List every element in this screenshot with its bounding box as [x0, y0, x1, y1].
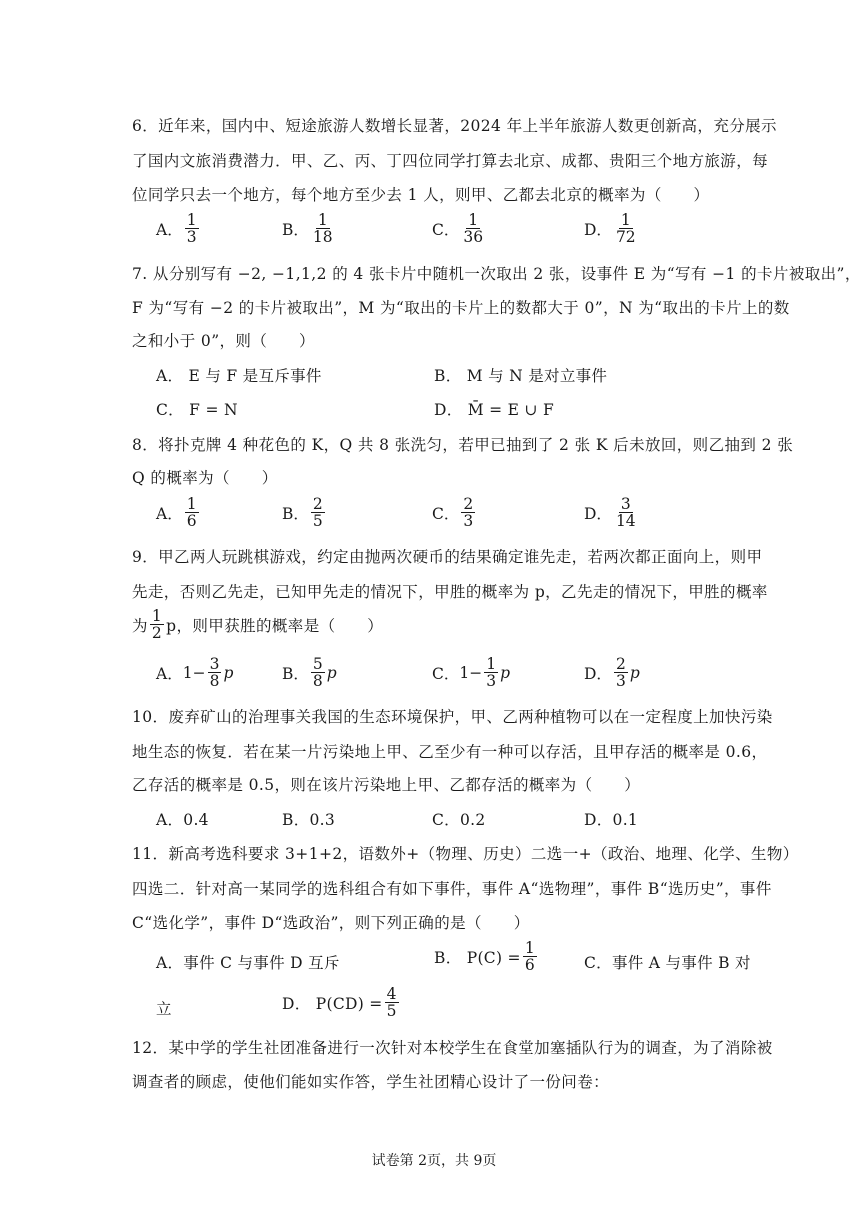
q7-option-a: A． E 与 F 是互斥事件 — [156, 367, 322, 385]
q10-line-3: 乙存活的概率是 0.5，则在该片污染地上甲、乙都存活的概率为（ ） — [132, 776, 641, 794]
q9-line-3: 为 $\frac{1}{2}$ p，则甲获胜的概率是（ ） — [132, 607, 384, 643]
fraction: $\frac{1}{6}$ — [524, 939, 535, 975]
q6-option-b: B． $\frac{1}{18}$ — [282, 211, 333, 247]
fraction: $\frac{2}{5}$ — [312, 495, 323, 531]
q11-option-b: B． P(C) = $\frac{1}{6}$ — [434, 939, 535, 975]
q6-option-a: A． $\frac{1}{3}$ — [156, 211, 197, 247]
fraction: $\frac{1}{6}$ — [186, 495, 197, 531]
q10-line-2: 地生态的恢复．若在某一片污染地上甲、乙至少有一种可以存活，且甲存活的概率是 0.6， — [132, 743, 768, 761]
q6-line-1: 6．近年来，国内中、短途旅游人数增长显著，2024 年上半年旅游人数更创新高，充分展示 — [132, 117, 777, 135]
q10-option-b: B．0.3 — [282, 811, 336, 829]
q6-options — [156, 212, 640, 246]
fraction: $\frac{1}{72}$ — [615, 211, 636, 247]
fraction: $\frac{2}{3}$ — [463, 495, 474, 531]
q11-option-a: A．事件 C 与事件 D 互斥 — [156, 954, 340, 972]
q10-option-d: D．0.1 — [584, 811, 639, 829]
fraction: $\frac{5}{8}$ — [312, 655, 323, 691]
q8-line-1: 8．将扑克牌 4 种花色的 K，Q 共 8 张洗匀，若甲已抽到了 2 张 K 后未放回，则乙抽到 2 张 — [132, 436, 794, 454]
q7-option-d: D． M̄ = E ∪ F — [434, 401, 555, 419]
q9-option-b: B． $\frac{5}{8}$ p — [282, 655, 337, 691]
fraction: $\frac{1}{3}$ — [186, 211, 197, 247]
q7-option-c: C． F = N — [156, 401, 238, 419]
q10-line-1: 10．废弃矿山的治理事关我国的生态环境保护，甲、乙两种植物可以在一定程度上加快污染 — [132, 708, 773, 726]
q9-line-1: 9．甲乙两人玩跳棋游戏，约定由抛两次硬币的结果确定谁先走，若两次都正面向上，则甲 — [132, 548, 763, 566]
page-footer: 试卷第 2页，共 9页 — [371, 1153, 497, 1169]
q10-option-a: A．0.4 — [156, 811, 209, 829]
q6-line-3: 位同学只去一个地方，每个地方至少去 1 人，则甲、乙都去北京的概率为（ ） — [132, 186, 710, 204]
q12-line-2: 调查者的顾虑，使他们能如实作答，学生社团精心设计了一份问卷： — [132, 1073, 610, 1091]
fraction: $\frac{3}{14}$ — [615, 495, 636, 531]
q11-line-3: C“选化学”，事件 D“选政治”，则下列正确的是（ ） — [132, 914, 530, 932]
q7-line-1: 7. 从分别写有 −2, −1,1,2 的 4 张卡片中随机一次取出 2 张，设事件 E 为“写有 −1 的卡片被取出”， — [132, 265, 861, 283]
q7-option-b: B． M 与 N 是对立事件 — [434, 367, 608, 385]
q8-option-b: B． $\frac{2}{5}$ — [282, 495, 323, 531]
fraction: $\frac{2}{3}$ — [615, 655, 626, 691]
q9-options — [156, 656, 640, 690]
q8-line-2: Q 的概率为（ ） — [132, 469, 278, 487]
q8-option-a: A． $\frac{1}{6}$ — [156, 495, 197, 531]
q8-options — [156, 496, 640, 530]
q11-option-c: C．事件 A 与事件 B 对 — [584, 954, 751, 972]
q6-option-c: C． $\frac{1}{36}$ — [432, 211, 484, 247]
fraction: $\frac{1}{2}$ — [151, 607, 163, 643]
q11-line-1: 11．新高考选科要求 3+1+2，语数外+（物理、历史）二选一+（政治、地理、化学、生物） — [132, 845, 799, 863]
q11-line-2: 四选二．针对高一某同学的选科组合有如下事件，事件 A“选物理”，事件 B“选历史”，事件 — [132, 880, 772, 898]
q8-option-d: D． $\frac{3}{14}$ — [584, 495, 636, 531]
fraction: $\frac{1}{18}$ — [312, 211, 333, 247]
q9-option-d: D． $\frac{2}{3}$ p — [584, 655, 640, 691]
q9-option-a: A． 1− $\frac{3}{8}$ p — [156, 655, 234, 691]
q6-line-2: 了国内文旅消费潜力．甲、乙、丙、丁四位同学打算去北京、成都、贵阳三个地方旅游，每 — [132, 152, 769, 170]
fraction: $\frac{1}{3}$ — [486, 655, 497, 691]
q8-option-c: C． $\frac{2}{3}$ — [432, 495, 474, 531]
q9-option-c: C． 1− $\frac{1}{3}$ p — [432, 655, 511, 691]
q10-option-c: C．0.2 — [432, 811, 486, 829]
fraction: $\frac{1}{36}$ — [463, 211, 484, 247]
fraction: $\frac{3}{8}$ — [209, 655, 220, 691]
q7-line-3: 之和小于 0”，则（ ） — [132, 332, 315, 350]
q11-option-d: D． P(CD) = $\frac{4}{5}$ — [282, 985, 397, 1021]
q11-option-c-cont: 立 — [156, 1000, 172, 1018]
fraction: $\frac{4}{5}$ — [386, 985, 397, 1021]
q6-option-d: D． $\frac{1}{72}$ — [584, 211, 636, 247]
q9-line-2: 先走，否则乙先走，已知甲先走的情况下，甲胜的概率为 p，乙先走的情况下，甲胜的概率 — [132, 583, 768, 601]
q7-line-2: F 为“写有 −2 的卡片被取出”，M 为“取出的卡片上的数都大于 0”，N 为“取出的卡片上的数 — [132, 299, 790, 317]
q12-line-1: 12．某中学的学生社团准备进行一次针对本校学生在食堂加塞插队行为的调查，为了消除被 — [132, 1039, 773, 1057]
